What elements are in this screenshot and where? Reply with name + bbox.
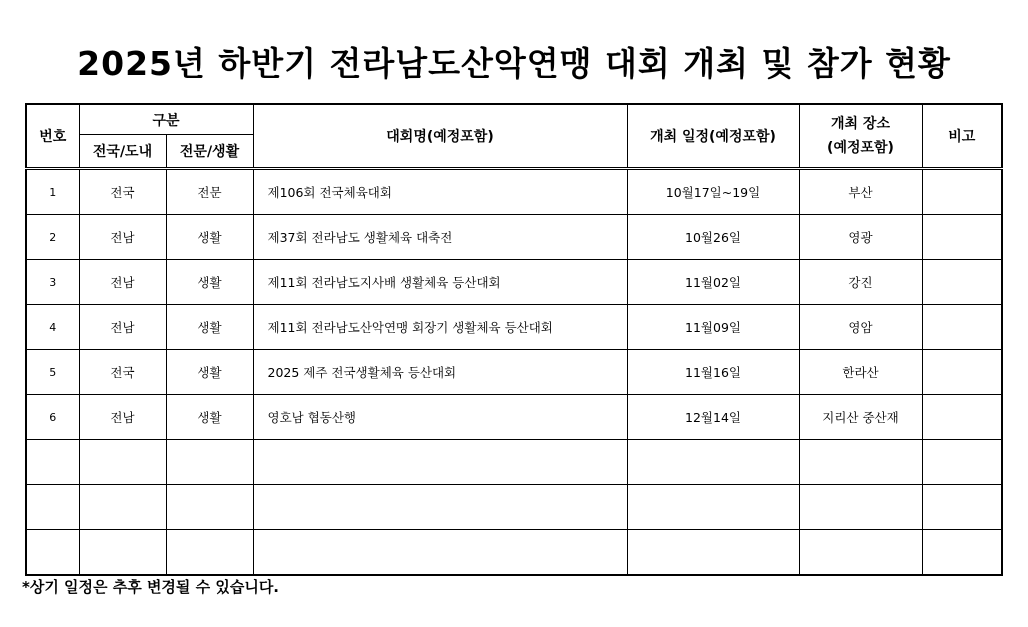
cell-scope: 전국: [79, 350, 166, 395]
cell-num: 5: [26, 350, 79, 395]
cell-scope: 전남: [79, 395, 166, 440]
cell-venue: 강진: [799, 260, 922, 305]
table-row: [26, 305, 1002, 350]
empty-cell: [922, 530, 1002, 576]
table-body: [26, 169, 1002, 576]
cell-venue: 영암: [799, 305, 922, 350]
table-header: [26, 104, 1002, 169]
header-scope: 전국/도내: [79, 135, 166, 169]
header-category: 구분: [79, 104, 253, 135]
cell-venue: 영광: [799, 215, 922, 260]
cell-num: 1: [26, 169, 79, 215]
header-remarks: 비고: [922, 104, 1002, 169]
cell-remarks: [922, 215, 1002, 260]
cell-event-name: 제11회 전라남도산악연맹 회장기 생활체육 등산대회: [253, 305, 627, 350]
cell-event-name: 제11회 전라남도지사배 생활체육 등산대회: [253, 260, 627, 305]
cell-type: 생활: [166, 260, 253, 305]
cell-num: 4: [26, 305, 79, 350]
cell-scope: 전남: [79, 215, 166, 260]
empty-cell: [922, 485, 1002, 530]
table-row: [26, 260, 1002, 305]
cell-event-name: 제106회 전국체육대회: [253, 169, 627, 215]
cell-scope: 전국: [79, 169, 166, 215]
cell-schedule: 11월02일: [627, 260, 799, 305]
cell-remarks: [922, 350, 1002, 395]
cell-schedule: 12월14일: [627, 395, 799, 440]
cell-remarks: [922, 305, 1002, 350]
header-venue-line1: 개최 장소: [831, 116, 890, 132]
header-schedule: 개최 일정(예정포함): [627, 104, 799, 169]
empty-cell: [253, 530, 627, 576]
empty-cell: [79, 485, 166, 530]
cell-event-name: 2025 제주 전국생활체육 등산대회: [253, 350, 627, 395]
cell-event-name: 영호남 협동산행: [253, 395, 627, 440]
table-row: [26, 169, 1002, 215]
empty-cell: [922, 440, 1002, 485]
header-venue: [799, 104, 922, 169]
cell-num: 2: [26, 215, 79, 260]
cell-type: 생활: [166, 350, 253, 395]
empty-cell: [627, 530, 799, 576]
header-venue-line2: (예정포함): [827, 140, 894, 156]
cell-schedule: 11월16일: [627, 350, 799, 395]
cell-event-name: 제37회 전라남도 생활체육 대축전: [253, 215, 627, 260]
cell-schedule: 10월26일: [627, 215, 799, 260]
empty-row: [26, 485, 1002, 530]
empty-cell: [166, 485, 253, 530]
cell-remarks: [922, 395, 1002, 440]
cell-num: 6: [26, 395, 79, 440]
cell-schedule: 11월09일: [627, 305, 799, 350]
cell-venue: 지리산 중산재: [799, 395, 922, 440]
empty-cell: [79, 440, 166, 485]
header-num: 번호: [26, 104, 79, 169]
page-title: 2025년 하반기 전라남도산악연맹 대회 개최 및 참가 현황: [77, 44, 951, 83]
cell-schedule: 10월17일~19일: [627, 169, 799, 215]
empty-row: [26, 530, 1002, 576]
empty-cell: [166, 440, 253, 485]
header-type: 전문/생활: [166, 135, 253, 169]
cell-remarks: [922, 169, 1002, 215]
header-event-name: 대회명(예정포함): [253, 104, 627, 169]
empty-cell: [166, 530, 253, 576]
cell-type: 생활: [166, 395, 253, 440]
empty-cell: [253, 485, 627, 530]
empty-cell: [26, 485, 79, 530]
cell-num: 3: [26, 260, 79, 305]
table-row: [26, 215, 1002, 260]
empty-cell: [627, 485, 799, 530]
footnote: *상기 일정은 추후 변경될 수 있습니다.: [22, 578, 280, 596]
cell-venue: 한라산: [799, 350, 922, 395]
empty-cell: [799, 530, 922, 576]
cell-type: 생활: [166, 305, 253, 350]
empty-cell: [253, 440, 627, 485]
cell-venue: 부산: [799, 169, 922, 215]
table-row: [26, 395, 1002, 440]
cell-type: 생활: [166, 215, 253, 260]
cell-remarks: [922, 260, 1002, 305]
empty-cell: [799, 485, 922, 530]
events-table: [25, 103, 1003, 576]
cell-type: 전문: [166, 169, 253, 215]
empty-cell: [799, 440, 922, 485]
empty-cell: [627, 440, 799, 485]
cell-scope: 전남: [79, 260, 166, 305]
empty-row: [26, 440, 1002, 485]
empty-cell: [26, 440, 79, 485]
empty-cell: [79, 530, 166, 576]
empty-cell: [26, 530, 79, 576]
table-row: [26, 350, 1002, 395]
cell-scope: 전남: [79, 305, 166, 350]
